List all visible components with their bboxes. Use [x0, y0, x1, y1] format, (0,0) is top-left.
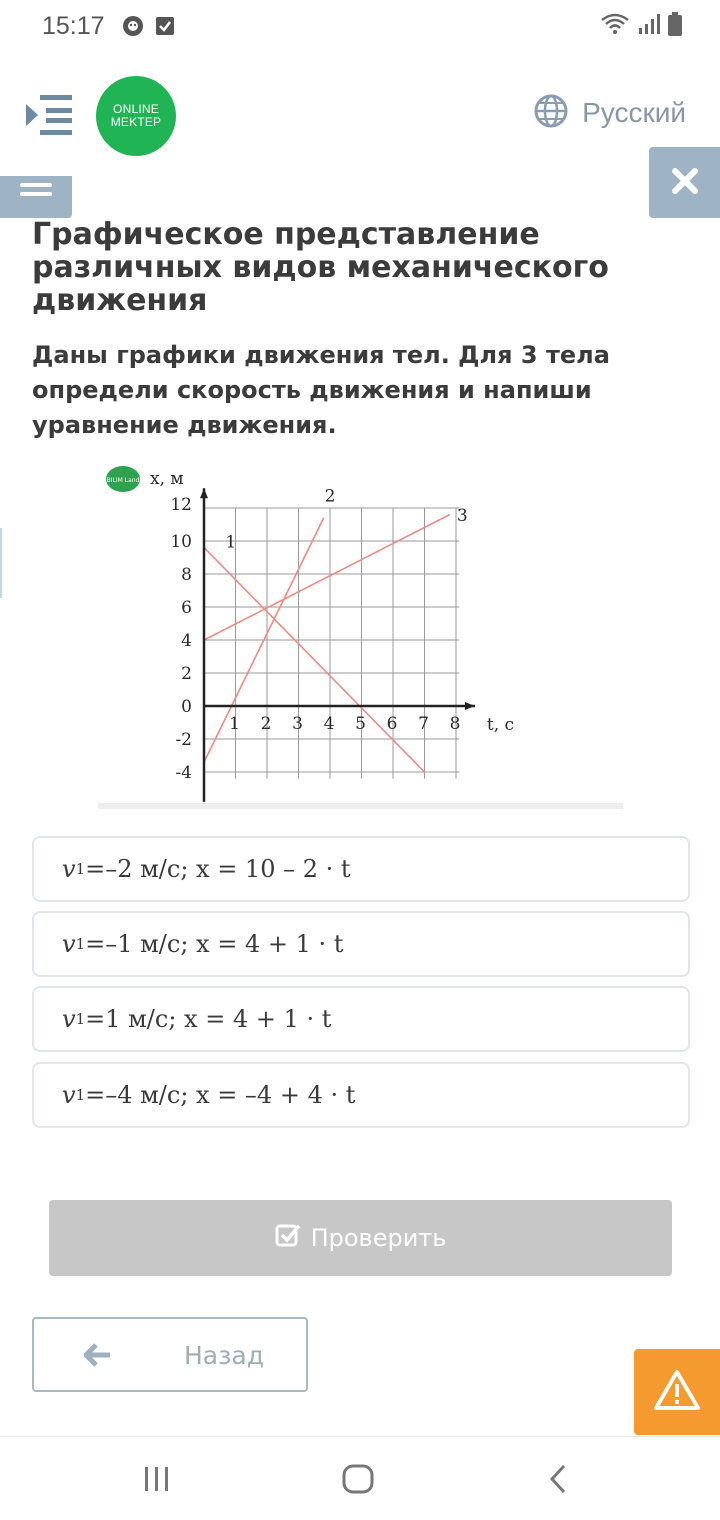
app-notification-icon — [121, 14, 145, 42]
series-line-1 — [204, 548, 425, 772]
option-var: v — [62, 930, 76, 958]
bilim-land-badge-text: BILIM Land — [106, 477, 140, 484]
status-time: 15:17 — [42, 12, 105, 40]
option-subscript: 1 — [75, 935, 86, 953]
arrow-left-icon — [84, 1343, 112, 1371]
option-text: 1 м/с; x = 4 + 1 · t — [105, 1005, 332, 1033]
wifi-icon — [600, 12, 630, 40]
y-axis-arrow — [200, 488, 208, 498]
figure-underline — [98, 803, 623, 809]
home-icon[interactable] — [342, 1464, 374, 1498]
option-var: v — [62, 1081, 76, 1109]
series-label-1: 1 — [225, 532, 237, 553]
system-nav-bar — [0, 1436, 720, 1520]
option-subscript: 1 — [75, 1010, 86, 1028]
y-tick-label: -4 — [175, 763, 192, 783]
series-label-3: 3 — [456, 506, 468, 527]
app-header — [0, 56, 720, 176]
answer-option-1[interactable] — [32, 836, 690, 902]
y-tick-label: 8 — [181, 565, 192, 585]
x-tick-label: 6 — [386, 714, 398, 734]
option-text: –2 м/с; x = 10 – 2 · t — [105, 855, 351, 883]
online-mektep-logo[interactable] — [96, 76, 176, 156]
back-nav-icon[interactable] — [548, 1464, 568, 1498]
x-tick-label: 4 — [323, 714, 335, 734]
option-equals: = — [85, 930, 106, 958]
option-subscript: 1 — [75, 1086, 86, 1104]
side-menu-tab[interactable] — [0, 176, 72, 218]
option-equals: = — [85, 1005, 106, 1033]
x-axis-label: t, с — [486, 715, 515, 735]
answer-option-3[interactable] — [32, 986, 690, 1052]
y-tick-label: 10 — [170, 532, 192, 552]
back-button[interactable] — [32, 1317, 308, 1392]
option-equals: = — [85, 855, 106, 883]
recent-apps-icon[interactable] — [143, 1465, 171, 1497]
series-line-3 — [204, 515, 450, 640]
series-label-2: 2 — [324, 486, 336, 507]
x-tick-label: 3 — [292, 714, 303, 734]
check-square-icon — [275, 1223, 301, 1253]
status-indicators — [600, 12, 682, 40]
bilim-land-badge — [106, 466, 140, 492]
back-button-label: Назад — [184, 1341, 265, 1370]
menu-indent-icon[interactable] — [26, 94, 72, 140]
globe-icon — [534, 94, 568, 132]
option-subscript: 1 — [75, 860, 86, 878]
checkbox-notification-icon — [155, 16, 175, 40]
logo-line-2: MEKTEP — [110, 115, 162, 129]
y-tick-label: 6 — [181, 598, 192, 618]
x-tick-label: 7 — [418, 714, 429, 734]
motion-graph — [98, 458, 623, 808]
y-tick-label: -2 — [175, 730, 192, 750]
check-button[interactable] — [49, 1200, 672, 1276]
logo-line-1: ONLINE — [113, 102, 159, 116]
check-button-label: Проверить — [310, 1224, 447, 1252]
question-text: Даны графики движения тел. Для 3 тела определи скорость движения и напиши уравнение движения. — [32, 341, 610, 439]
option-var: v — [62, 855, 76, 883]
x-axis-arrow — [465, 702, 475, 710]
x-tick-label: 1 — [229, 714, 240, 734]
option-text: –1 м/с; x = 4 + 1 · t — [105, 930, 344, 958]
language-selector[interactable] — [534, 94, 686, 132]
language-label: Русский — [582, 97, 686, 128]
x-tick-label: 2 — [260, 714, 272, 734]
status-bar — [0, 0, 720, 56]
y-axis-label: x, м — [150, 469, 184, 489]
left-accent-bar — [0, 528, 2, 598]
answer-option-4[interactable] — [32, 1062, 690, 1128]
y-tick-label: 4 — [181, 631, 192, 651]
answer-option-2[interactable] — [32, 911, 690, 977]
close-button[interactable] — [649, 147, 720, 218]
y-tick-label: 12 — [170, 495, 192, 515]
lesson-title: Графическое представление различных видов механического движения — [32, 217, 609, 318]
battery-icon — [668, 12, 682, 40]
y-tick-label: 0 — [181, 697, 192, 717]
option-equals: = — [85, 1081, 106, 1109]
report-problem-button[interactable] — [634, 1349, 720, 1435]
option-var: v — [62, 1005, 76, 1033]
x-tick-label: 8 — [449, 714, 461, 734]
close-icon — [670, 166, 700, 200]
x-tick-label: 5 — [355, 714, 366, 734]
signal-icon — [638, 13, 660, 39]
y-tick-label: 2 — [181, 664, 192, 684]
option-text: –4 м/с; x = –4 + 4 · t — [105, 1081, 356, 1109]
warning-icon — [653, 1369, 701, 1415]
